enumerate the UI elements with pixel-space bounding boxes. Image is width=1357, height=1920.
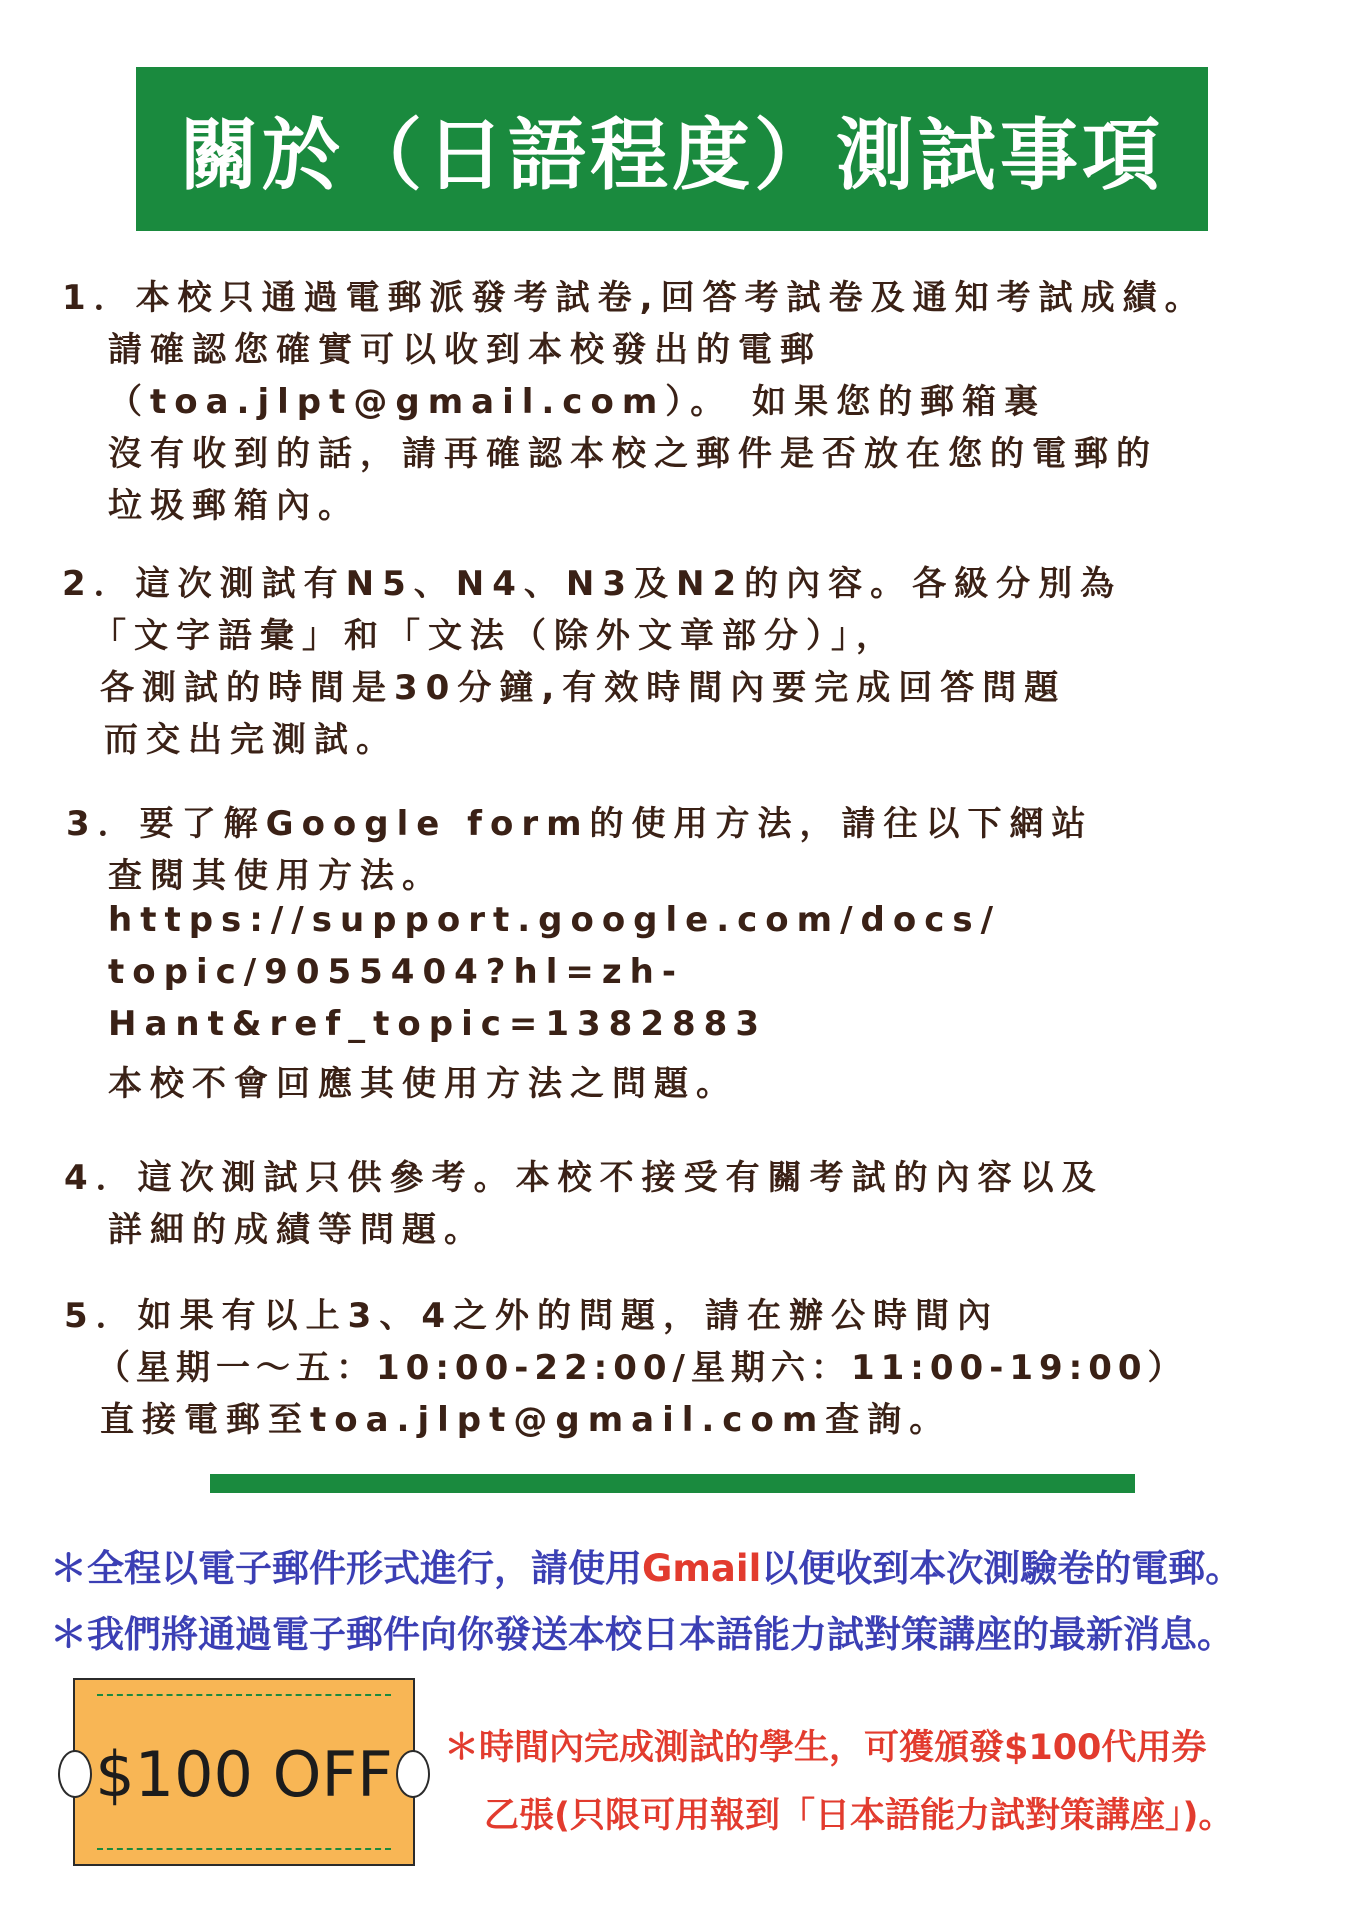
item-4-line-1: 4．這次測試只供參考。本校不接受有關考試的內容以及 bbox=[64, 1158, 1104, 1198]
item-5-line-2: （星期一～五：10:00-22:00/星期六：11:00-19:00） bbox=[96, 1348, 1188, 1388]
item-3-line-1: 3．要了解Google form的使用方法，請往以下網站 bbox=[66, 804, 1094, 844]
coupon-promo-line-2: 乙張(只限可用報到「日本語能力試對策講座」)。 bbox=[484, 1796, 1234, 1836]
note-gmail-highlight: Gmail bbox=[642, 1547, 762, 1590]
note-gmail bbox=[50, 1538, 1242, 1592]
item-3-url-part-1: https://support.google.com/docs/ bbox=[108, 900, 1002, 940]
coupon-dash-bottom bbox=[97, 1848, 391, 1850]
item-4-line-2: 詳細的成績等問題。 bbox=[108, 1210, 486, 1250]
page-title: 關於（日語程度）測試事項 bbox=[179, 111, 1164, 201]
item-2-line-1: 2．這次測試有N5、N4、N3及N2的內容。各級分別為 bbox=[62, 564, 1123, 604]
item-3-url-part-3: Hant&ref_topic=1382883 bbox=[108, 1004, 767, 1044]
item-3-line-6: 本校不會回應其使用方法之問題。 bbox=[108, 1064, 738, 1104]
item-1-line-2: 請確認您確實可以收到本校發出的電郵 bbox=[108, 330, 822, 370]
item-1-line-1: 1．本校只通過電郵派發考試卷,回答考試卷及通知考試成績。 bbox=[62, 278, 1207, 318]
title-banner bbox=[136, 67, 1208, 231]
item-2-line-2: 「文字語彙」和「文法（除外文章部分）」， bbox=[92, 616, 898, 656]
item-1-line-3: （toa.jlpt@gmail.com）。 如果您的郵箱裏 bbox=[108, 382, 1047, 422]
note-gmail-text-a: ＊全程以電子郵件形式進行，請使用 bbox=[50, 1547, 642, 1590]
coupon-dash-top bbox=[97, 1694, 391, 1696]
item-2-line-4: 而交出完測試。 bbox=[104, 720, 398, 760]
item-1-line-4: 沒有收到的話，請再確認本校之郵件是否放在您的電郵的 bbox=[108, 434, 1158, 474]
item-5-line-1: 5．如果有以上3、4之外的問題，請在辦公時間內 bbox=[64, 1296, 999, 1336]
coupon-ticket bbox=[73, 1678, 415, 1866]
item-3-url-part-2: topic/9055404?hl=zh- bbox=[108, 952, 684, 992]
note-gmail-text-b: 以便收到本次測驗卷的電郵。 bbox=[761, 1547, 1243, 1590]
coupon-promo-line-1: ＊時間內完成測試的學生，可獲頒發$100代用券 bbox=[444, 1728, 1207, 1768]
item-2-line-3: 各測試的時間是30分鐘,有效時間內要完成回答問題 bbox=[100, 668, 1067, 708]
item-5-line-3: 直接電郵至toa.jlpt@gmail.com查詢。 bbox=[100, 1400, 952, 1440]
item-1-line-5: 垃圾郵箱內。 bbox=[108, 486, 360, 526]
section-divider bbox=[210, 1474, 1135, 1493]
coupon-label: $100 OFF bbox=[95, 1738, 393, 1811]
item-3-line-2: 查閱其使用方法。 bbox=[108, 856, 444, 896]
note-newsletter: ＊我們將通過電子郵件向你發送本校日本語能力試對策講座的最新消息。 bbox=[50, 1613, 1234, 1656]
